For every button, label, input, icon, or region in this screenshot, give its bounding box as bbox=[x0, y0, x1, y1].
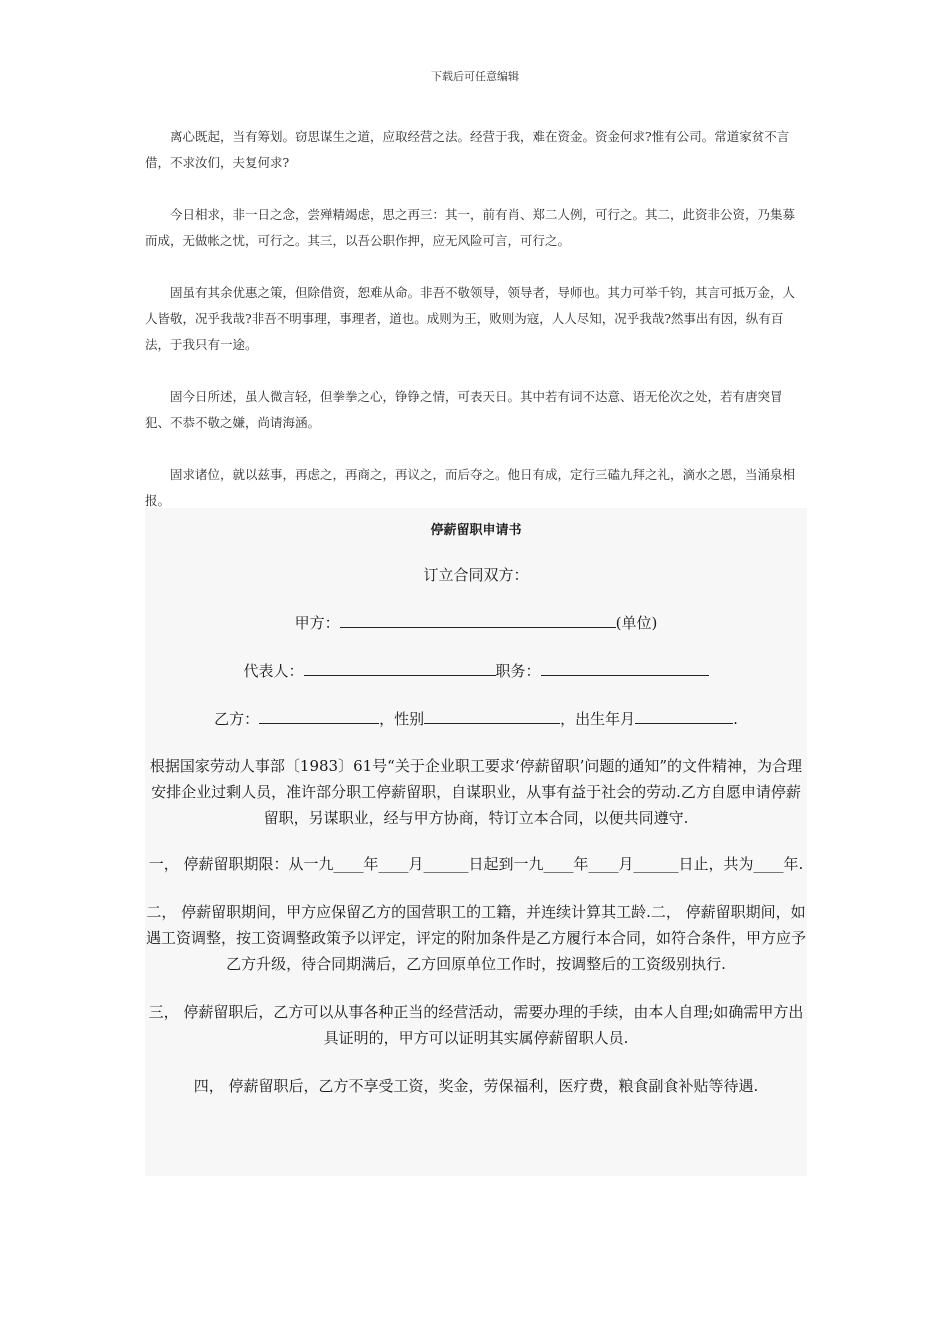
end-dot: . bbox=[733, 710, 738, 728]
intro-paragraph: 固求诸位，就以兹事，再虑之，再商之，再议之，而后夺之。他日有成，定行三磕九拜之礼，滴水之恩，当涌泉相报。 bbox=[145, 467, 796, 508]
rep-label: 代表人： bbox=[243, 662, 304, 680]
clause-1: 一， 停薪留职期限：从一九____年____月______日起到一九____年____月______日止，共为____年. bbox=[148, 855, 804, 873]
application-form bbox=[145, 508, 807, 1176]
party-b-blank[interactable] bbox=[259, 707, 379, 724]
intro-section bbox=[145, 124, 807, 540]
party-a-blank[interactable] bbox=[340, 611, 616, 628]
gender-label: ，性别 bbox=[379, 710, 425, 728]
party-a-suffix: (单位) bbox=[615, 614, 658, 632]
intro-paragraph: 固今日所述，虽人微言轻，但拳拳之心，铮铮之情，可表天日。其中若有词不达意、语无伦次之处，若有唐突冒犯、不恭不敬之嫌，尚请海涵。 bbox=[145, 389, 783, 430]
clause-4: 四， 停薪留职后，乙方不享受工资，奖金，劳保福利，医疗费，粮食副食补贴等待遇. bbox=[193, 1077, 759, 1095]
party-a-label: 甲方： bbox=[294, 614, 340, 632]
form-title: 停薪留职申请书 bbox=[430, 523, 522, 538]
position-label: 职务： bbox=[495, 662, 541, 680]
page-header: 下载后可任意编辑 bbox=[431, 70, 519, 83]
intro-paragraph: 离心既起，当有筹划。窃思谋生之道，应取经营之法。经营于我，难在资金。资金何求?惟有公司。常道家贫不言借，不求汝们，夫复何求? bbox=[145, 129, 790, 170]
party-b-label: 乙方： bbox=[214, 710, 260, 728]
gender-blank[interactable] bbox=[424, 707, 560, 724]
clause-3: 三， 停薪留职后，乙方可以从事各种正当的经营活动，需要办理的手续，由本人自理;如确需甲方出具证明的，甲方可以证明其实属停薪留职人员. bbox=[148, 1003, 804, 1047]
intro-paragraph: 固虽有其余优惠之策，但除借资，恕难从命。非吾不敬领导，领导者，导师也。其力可举千钧，其言可抵万金，人人皆敬，况乎我哉?非吾不明事理，事理者，道也。成则为王，败则为寇，人人尽知，况乎我哉?然事出有因，纵有百法，于我只有一途。 bbox=[145, 285, 796, 352]
party-a-line bbox=[145, 611, 807, 635]
parties-heading: 订立合同双方： bbox=[423, 566, 529, 584]
rep-blank[interactable] bbox=[304, 659, 496, 676]
birth-blank[interactable] bbox=[635, 707, 733, 724]
basis-paragraph: 根据国家劳动人事部〔1983〕61号“关于企业职工要求‘停薪留职’问题的通知”的文件精神，为合理安排企业过剩人员，准许部分职工停薪留职，自谋职业，从事有益于社会的劳动.乙方自愿申请停薪留职，另谋职业，经与甲方协商，特订立本合同，以便共同遵守. bbox=[149, 757, 803, 827]
clause-2: 二， 停薪留职期间，甲方应保留乙方的国营职工的工籍，并连续计算其工龄.二， 停薪留职期间，如遇工资调整，按工资调整政策予以评定，评定的附加条件是乙方履行本合同，如符合条件，甲方应予乙方升级，待合同期满后，乙方回原单位工作时，按调整后的工资级别执行. bbox=[145, 903, 806, 973]
position-blank[interactable] bbox=[541, 659, 709, 676]
party-b-line bbox=[145, 707, 807, 731]
birth-label: ，出生年月 bbox=[560, 710, 636, 728]
representative-line bbox=[145, 659, 807, 683]
intro-paragraph: 今日相求，非一日之念，尝殚精竭虑，思之再三：其一，前有肖、郑二人例，可行之。其二，此资非公资，乃集募而成，无做帐之忧，可行之。其三，以吾公职作押，应无风险可言，可行之。 bbox=[145, 207, 796, 248]
